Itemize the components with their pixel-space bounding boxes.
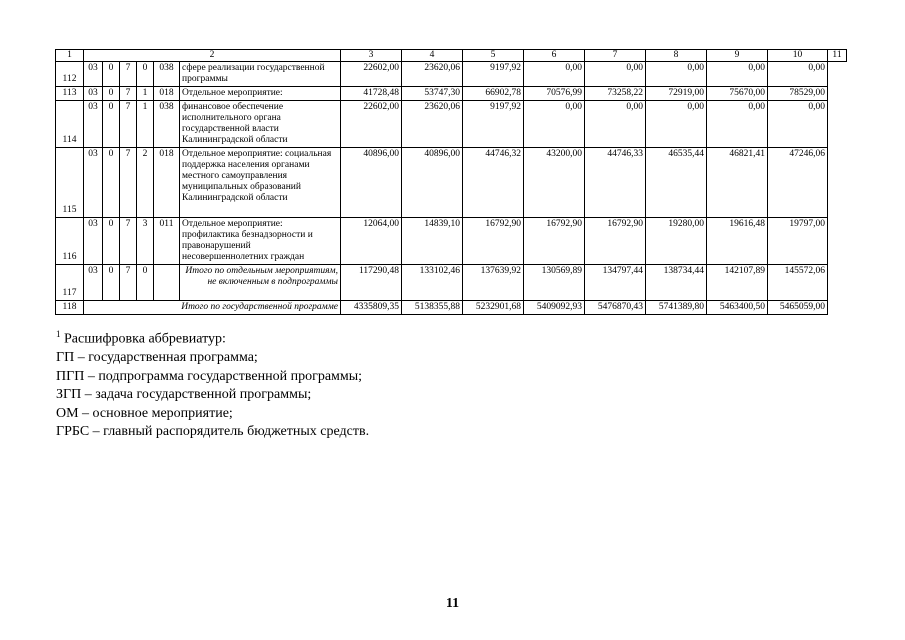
row-number: 113 — [56, 87, 84, 101]
value-cell: 0,00 — [524, 101, 585, 148]
value-cell: 46821,41 — [707, 148, 768, 218]
footnote-mark: 1 — [56, 329, 61, 339]
note-line: ПГП – подпрограмма государственной программы; — [56, 368, 363, 384]
header-cell: 3 — [341, 50, 402, 62]
table-row — [56, 101, 847, 148]
value-cell: 16792,90 — [463, 218, 524, 265]
code-cell: 0 — [137, 265, 154, 301]
header-cell: 6 — [524, 50, 585, 62]
code-cell: 03 — [84, 101, 103, 148]
code-cell: 0 — [103, 148, 120, 218]
header-cell: 1 — [56, 50, 84, 62]
code-cell: 03 — [84, 265, 103, 301]
code-cell: 0 — [103, 265, 120, 301]
row-number: 115 — [56, 148, 84, 218]
header-cell: 10 — [768, 50, 828, 62]
code-cell: 3 — [137, 218, 154, 265]
total-value-cell: 5409092,93 — [524, 301, 585, 315]
note-line: ОМ – основное мероприятие; — [56, 405, 233, 421]
note-line: ГП – государственная программа; — [56, 350, 258, 366]
total-value-cell: 5138355,88 — [402, 301, 463, 315]
header-cell: 8 — [646, 50, 707, 62]
value-cell: 40896,00 — [341, 148, 402, 218]
code-cell: 0 — [103, 218, 120, 265]
value-cell: 138734,44 — [646, 265, 707, 301]
code-cell: 0 — [137, 62, 154, 87]
value-cell: 14839,10 — [402, 218, 463, 265]
value-cell: 72919,00 — [646, 87, 707, 101]
value-cell: 0,00 — [768, 62, 828, 87]
page-number: 11 — [445, 596, 460, 611]
value-cell: 70576,99 — [524, 87, 585, 101]
value-cell: 0,00 — [707, 101, 768, 148]
value-cell: 43200,00 — [524, 148, 585, 218]
value-cell: 53747,30 — [402, 87, 463, 101]
value-cell: 41728,48 — [341, 87, 402, 101]
row-number: 112 — [56, 62, 84, 87]
value-cell: 130569,89 — [524, 265, 585, 301]
value-cell: 0,00 — [646, 62, 707, 87]
value-cell: 19280,00 — [646, 218, 707, 265]
value-cell: 9197,92 — [463, 101, 524, 148]
row-number: 117 — [56, 265, 84, 301]
code-cell: 03 — [84, 148, 103, 218]
value-cell: 19797,00 — [768, 218, 828, 265]
table-row — [56, 148, 847, 218]
code-cell: 0 — [103, 87, 120, 101]
value-cell: 145572,06 — [768, 265, 828, 301]
total-value-cell: 5463400,50 — [707, 301, 768, 315]
code-cell: 03 — [84, 62, 103, 87]
header-row — [56, 50, 847, 62]
table-row — [56, 62, 847, 87]
value-cell: 0,00 — [646, 101, 707, 148]
code-cell: 1 — [137, 87, 154, 101]
header-cell: 11 — [828, 50, 847, 62]
value-cell: 0,00 — [707, 62, 768, 87]
total-value-cell: 4335809,35 — [341, 301, 402, 315]
table-row — [56, 218, 847, 265]
abbreviations-note — [56, 325, 369, 442]
value-cell: 44746,33 — [585, 148, 646, 218]
value-cell: 0,00 — [585, 101, 646, 148]
total-value-cell: 5741389,80 — [646, 301, 707, 315]
code-cell: 7 — [120, 148, 137, 218]
value-cell: 0,00 — [585, 62, 646, 87]
code-cell — [154, 265, 180, 301]
value-cell: 142107,89 — [707, 265, 768, 301]
code-cell: 0 — [103, 101, 120, 148]
value-cell: 19616,48 — [707, 218, 768, 265]
code-cell: 038 — [154, 101, 180, 148]
value-cell: 16792,90 — [524, 218, 585, 265]
note-line: ГРБС – главный распорядитель бюджетных средств. — [56, 424, 370, 440]
value-cell: 73258,22 — [585, 87, 646, 101]
code-cell: 03 — [84, 87, 103, 101]
code-cell: 7 — [120, 62, 137, 87]
code-cell: 038 — [154, 62, 180, 87]
note-title-text: Расшифровка аббревиатур: — [64, 331, 226, 347]
value-cell: 66902,78 — [463, 87, 524, 101]
header-cell: 2 — [84, 50, 341, 62]
item-name: Итого по отдельным мероприятиям, не включенным в подпрограммы — [180, 265, 341, 301]
value-cell: 12064,00 — [341, 218, 402, 265]
header-cell: 4 — [402, 50, 463, 62]
code-cell: 018 — [154, 148, 180, 218]
item-name: Отдельное мероприятие: профилактика безнадзорности и правонарушений несовершеннолетних граждан — [180, 218, 341, 265]
row-number: 116 — [56, 218, 84, 265]
header-cell: 9 — [707, 50, 768, 62]
value-cell: 78529,00 — [768, 87, 828, 101]
code-cell: 1 — [137, 101, 154, 148]
item-name: Отдельное мероприятие: социальная поддержка населения органами местного самоуправления муниципальных образований Калининградской области — [180, 148, 341, 218]
code-cell: 7 — [120, 101, 137, 148]
value-cell: 137639,92 — [463, 265, 524, 301]
table-row — [56, 87, 847, 101]
table-row — [56, 265, 847, 301]
value-cell: 9197,92 — [463, 62, 524, 87]
header-cell: 5 — [463, 50, 524, 62]
value-cell: 40896,00 — [402, 148, 463, 218]
total-row — [56, 301, 847, 315]
value-cell: 133102,46 — [402, 265, 463, 301]
value-cell: 16792,90 — [585, 218, 646, 265]
value-cell: 23620,06 — [402, 101, 463, 148]
code-cell: 7 — [120, 265, 137, 301]
value-cell: 47246,06 — [768, 148, 828, 218]
value-cell: 117290,48 — [341, 265, 402, 301]
value-cell: 46535,44 — [646, 148, 707, 218]
header-cell: 7 — [585, 50, 646, 62]
item-name: финансовое обеспечение исполнительного органа государственной власти Калининградской области — [180, 101, 341, 148]
code-cell: 03 — [84, 218, 103, 265]
total-value-cell: 5232901,68 — [463, 301, 524, 315]
item-name: Отдельное мероприятие: — [180, 87, 341, 101]
value-cell: 44746,32 — [463, 148, 524, 218]
row-number: 118 — [56, 301, 84, 315]
item-name: сфере реализации государственной программы — [180, 62, 341, 87]
value-cell: 22602,00 — [341, 101, 402, 148]
code-cell: 2 — [137, 148, 154, 218]
total-value-cell: 5465059,00 — [768, 301, 828, 315]
code-cell: 7 — [120, 87, 137, 101]
value-cell: 23620,06 — [402, 62, 463, 87]
row-number: 114 — [56, 101, 84, 148]
budget-table — [55, 49, 847, 315]
note-title — [56, 325, 369, 349]
code-cell: 7 — [120, 218, 137, 265]
code-cell: 0 — [103, 62, 120, 87]
code-cell: 018 — [154, 87, 180, 101]
value-cell: 0,00 — [524, 62, 585, 87]
value-cell: 0,00 — [768, 101, 828, 148]
value-cell: 134797,44 — [585, 265, 646, 301]
total-value-cell: 5476870,43 — [585, 301, 646, 315]
code-cell: 011 — [154, 218, 180, 265]
note-line: ЗГП – задача государственной программы; — [56, 387, 312, 403]
total-label: Итого по государственной программе — [84, 301, 341, 315]
value-cell: 75670,00 — [707, 87, 768, 101]
value-cell: 22602,00 — [341, 62, 402, 87]
